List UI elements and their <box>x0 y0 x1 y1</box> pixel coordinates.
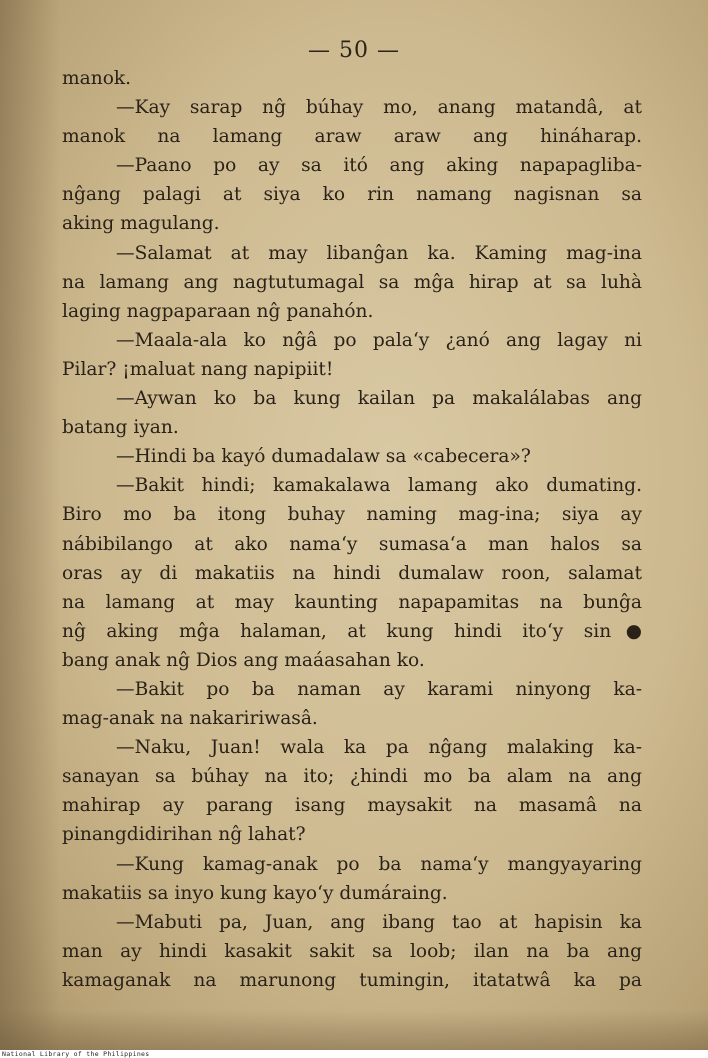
text-line: Biro mo ba itong buhay naming mag-ina; siya ay <box>62 504 642 526</box>
text-line: —Kung kamag-anak po ba nama‘y mangyayaring <box>116 853 642 875</box>
text-line: mahirap ay parang isang maysakit na masamâ na <box>62 795 642 817</box>
text-line: man ay hindi kasakit sakit sa loob; ilan na ba ang <box>62 940 642 962</box>
text-line: nĝ aking mĝa halaman, at kung hindi ito‘y sin● <box>62 620 642 642</box>
text-line: nĝang palagi at siya ko rin namang nagisnan sa <box>62 184 642 206</box>
text-line: Pilar? ¡maluat nang napipiit! <box>62 358 334 380</box>
text-line: —Bakit hindi; kamakalawa lamang ako dumating. <box>116 475 642 497</box>
text-line: —Kay sarap nĝ búhay mo, anang matandâ, at <box>116 97 642 119</box>
text-line: —Maala-ala ko nĝâ po pala‘y ¿anó ang lagay ni <box>116 329 642 351</box>
page-number: — 50 — <box>308 38 400 63</box>
text-line: nábibilango at ako nama‘y sumasa‘a man halos sa <box>62 533 642 555</box>
text-line: kamaganak na marunong tumingin, itatatwâ ka pa <box>62 969 642 991</box>
text-line: mag-anak na nakaririwasâ. <box>62 708 318 730</box>
text-line: na lamang at may kaunting napapamitas na bunĝa <box>62 591 642 613</box>
text-line: —Salamat at may libanĝan ka. Kaming mag-ina <box>116 242 642 264</box>
text-line: oras ay di makatiis na hindi dumalaw roon, salamat <box>62 562 642 584</box>
text-line: manok na lamang araw araw ang hináharap. <box>62 126 642 148</box>
text-line: —Hindi ba kayó dumadalaw sa «cabecera»? <box>116 446 531 468</box>
text-line: —Mabuti pa, Juan, ang ibang tao at hapisin ka <box>116 911 642 933</box>
text-line: aking magulang. <box>62 213 220 235</box>
text-line: pinangdidirihan nĝ lahat? <box>62 824 306 846</box>
text-line: —Paano po ay sa itó ang aking napapagliba- <box>116 155 642 177</box>
text-line: laging nagpaparaan nĝ panahón. <box>62 300 374 322</box>
text-line: manok. <box>62 68 132 89</box>
body-text <box>62 64 642 995</box>
text-line: na lamang ang nagtutumagal sa mĝa hirap at sa luhà <box>62 271 642 293</box>
library-credit: National Library of the Philippines <box>2 1050 150 1058</box>
text-line: bang anak nĝ Dios ang maáasahan ko. <box>62 649 425 671</box>
text-line: sanayan sa búhay na ito; ¿hindi mo ba alam na ang <box>62 766 642 788</box>
text-line: —Naku, Juan! wala ka pa nĝang malaking ka- <box>116 737 642 759</box>
text-line: —Bakit po ba naman ay karami ninyong ka- <box>116 678 642 700</box>
text-line: makatiis sa inyo kung kayo‘y dumáraing. <box>62 882 448 904</box>
text-line: —Aywan ko ba kung kailan pa makalálabas ang <box>116 388 642 410</box>
text-line: batang iyan. <box>62 417 179 439</box>
